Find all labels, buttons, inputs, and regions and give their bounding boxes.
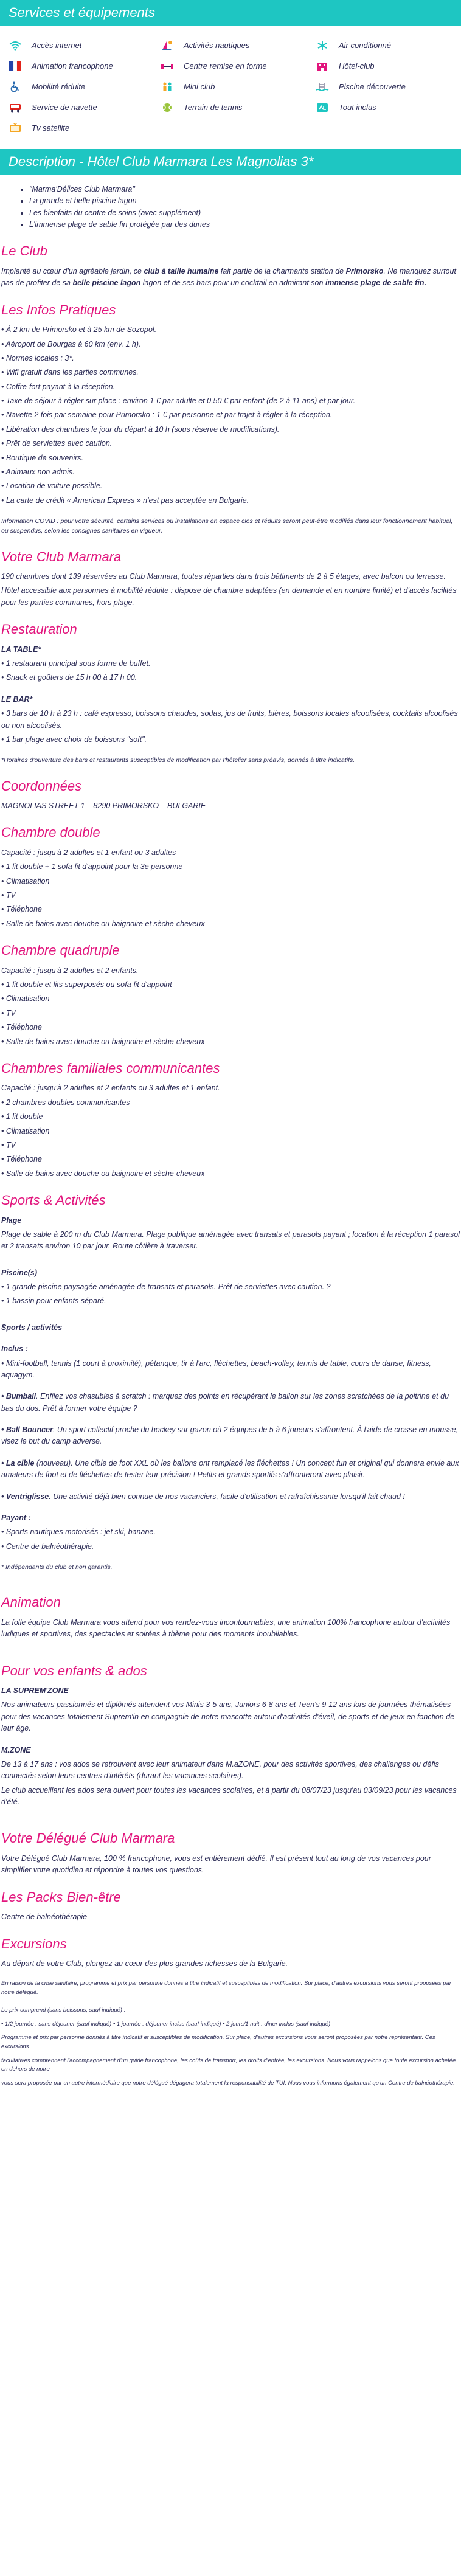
section-title-enfants: Pour vos enfants & ados: [1, 1663, 147, 1678]
list-item: • TV: [1, 1008, 16, 1017]
pool-icon: [314, 81, 330, 93]
excursions-text: Au départ de votre Club, plongez au cœur des plus grandes richesses de la Bulgarie.: [1, 1959, 288, 1968]
tennis-icon: [159, 102, 175, 114]
equipement-label: Activités nautiques: [184, 40, 250, 50]
list-item: • Téléphone: [1, 1155, 42, 1164]
all-inclusive-icon: [314, 102, 330, 114]
wifi-icon: [7, 40, 23, 52]
list-item: • Taxe de séjour à régler sur place : environ 1 € par adulte et 0,50 € par enfant (de 2 à 11 ans) et par jour.: [1, 396, 356, 406]
equipement-service-navette: [7, 102, 159, 114]
legal-text: • 1/2 journée : sans déjeuner (sauf indiqué) • 1 journée : déjeuner inclus (sauf indiqué) • 2 jours/1 nuit : dîner inclus (sauf indiqué): [1, 2020, 331, 2027]
equipement-label: Terrain de tennis: [184, 103, 243, 113]
legal-text: vous sera proposée par un autre intermédiaire que notre délégué dégagera totalement la responsabilité de TUI. Nous vous informons également qu'un Centre de balnéothérapie.: [1, 2080, 455, 2087]
covid-note: Information COVID : pour votre sécurité, certains services ou installations en espace clos et réduits seront peut-être modifiés dans leur fonctionnement habituel, ou suspendus, selon les consignes sanitaires en vigueur.: [1, 518, 453, 535]
section-title-chambre-double: Chambre double: [1, 825, 100, 840]
kids-icon: [159, 81, 175, 93]
list-item: • Les bienfaits du centre de soins (avec supplément): [29, 207, 461, 219]
list-item: • 1 grande piscine paysagée aménagée de transats et parasols. Prêt de serviettes avec caution. ?: [1, 1283, 331, 1292]
legal-notes: [1, 1979, 460, 2088]
french-flag-icon: [7, 60, 23, 72]
sports-plage-text: Plage de sable à 200 m du Club Marmara. Plage publique aménagée avec transats et parasols payant ; location à la réception 1 parasol et 2 transats environ 10 par jour. Route côtière à traverser.: [1, 1230, 460, 1251]
sports-activites-label: Sports / activités: [1, 1323, 63, 1332]
section-title-excursions: Excursions: [1, 1936, 67, 1951]
legal-text: Programme et prix par personne donnés à titre indicatif et susceptibles de modification. Sur place, d'autres excursions vous seront proposées par notre représentant. Ces excursions: [1, 2034, 435, 2051]
bus-icon: [7, 102, 23, 114]
votre-club-text: Hôtel accessible aux personnes à mobilité réduite : dispose de chambre adaptées (en demande et en nombre limité) et d'accès facilités pour les parties communes, hors plage.: [1, 586, 457, 607]
list-item: • 1 bar plage avec choix de boissons "soft".: [1, 735, 147, 744]
section-title-restauration: Restauration: [1, 621, 77, 637]
section-title-club: Le Club: [1, 243, 47, 259]
list-item: • Salle de bains avec douche ou baignoire et sèche-cheveux: [1, 1169, 205, 1178]
equipement-animation-francophone: [7, 60, 159, 72]
list-item: • Climatisation: [1, 994, 50, 1003]
section-title-chambres-familiales: Chambres familiales communicantes: [1, 1060, 220, 1076]
equipement-label: Service de navette: [32, 103, 97, 113]
list-item: • Téléphone: [1, 905, 42, 914]
legal-text: Le prix comprend (sans boissons, sauf indiqué) :: [1, 2006, 126, 2013]
list-item: • 1 lit double + 1 sofa-lit d'appoint pour la 3e personne: [1, 862, 183, 871]
equipement-mobilite-reduite: [7, 81, 159, 93]
list-item: • "Marma'Délices Club Marmara": [29, 184, 461, 195]
list-item: • Climatisation: [1, 876, 50, 885]
equipement-label: Animation francophone: [32, 61, 113, 71]
club-text: Implanté au cœur d'un agréable jardin, ce club à taille humaine fait partie de la charmante station de Primorsko. Ne manquez surtout pas de profiter de sa belle piscine lagon lagon et de ses bars pour un cocktail en admirant son immense plage de sable fin.: [1, 266, 456, 288]
list-item: Capacité : jusqu'à 2 adultes et 2 enfants.: [1, 966, 139, 975]
list-item: Capacité : jusqu'à 2 adultes et 2 enfants ou 3 adultes et 1 enfant.: [1, 1084, 220, 1093]
section-title-chambre-quadruple: Chambre quadruple: [1, 943, 120, 958]
enfants-zone-label: LA SUPREM'ZONE: [1, 1686, 69, 1695]
equipement-label: Mini club: [184, 81, 215, 91]
sports-piscine-label: Piscine(s): [1, 1268, 38, 1277]
section-title-sports: Sports & Activités: [1, 1193, 106, 1208]
sports-la-cible: • La cible (nouveau). Une cible de foot XXL où les ballons ont remplacé les fléchettes ! Un concept fun et original qui donnera envie aux amateurs de foot et de fléchettes de tester leur précision ! Petits et grands sportifs s'affronteront avec plaisir.: [1, 1458, 459, 1480]
list-item: • Prêt de serviettes avec caution.: [1, 439, 113, 448]
equipement-label: Piscine découverte: [339, 81, 406, 91]
list-item: • Navette 2 fois par semaine pour Primorsko : 1 € par personne et par trajet à régler à la réception.: [1, 410, 333, 420]
equipement-activites-nautiques: [159, 40, 314, 52]
packs-text: Centre de balnéothérapie: [1, 1913, 88, 1922]
description-heading: Description - Hôtel Club Marmara Les Magnolias 3*: [0, 149, 461, 175]
list-item: • 1 restaurant principal sous forme de buffet.: [1, 659, 151, 668]
list-item: • Aéroport de Bourgas à 60 km (env. 1 h).: [1, 339, 141, 348]
list-item: • 3 bars de 10 h à 23 h : café espresso, boissons chaudes, sodas, jus de fruits, bières, boissons locales alcoolisées, cocktails alcoolisés ou non alcoolisés.: [1, 709, 458, 730]
restauration-table-label: LA TABLE*: [1, 645, 41, 654]
section-title-votre-club: Votre Club Marmara: [1, 549, 122, 564]
equipement-piscine-decouverte: [314, 81, 461, 93]
list-item: • À 2 km de Primorsko et à 25 km de Sozopol.: [1, 325, 157, 334]
dumbbell-icon: [159, 60, 175, 72]
list-item: • Boutique de souvenirs.: [1, 453, 84, 462]
enfants-mzone-text: De 13 à 17 ans : vos ados se retrouvent avec leur animateur dans M.aZONE, pour des activités sportives, des challenges ou défis connectés selon leurs centres d'intérêts (durant les vacances scolaires).: [1, 1759, 439, 1781]
list-item: • Animaux non admis.: [1, 467, 75, 476]
sports-inclus-text: • Mini-football, tennis (1 court à proximité), pétanque, tir à l'arc, fléchettes, beach-volley, tennis de table, cours de danse, fitness, aquagym.: [1, 1359, 431, 1379]
equipement-acces-internet: [7, 40, 159, 52]
legal-text: En raison de la crise sanitaire, programme et prix par personne donnés à titre indicatif et susceptibles de modification. Sur place, d'autres excursions vous seront proposées par notre délégué.: [1, 1980, 452, 1996]
sports-plage-label: Plage: [1, 1216, 22, 1225]
list-item: • La grande et belle piscine lagon: [29, 195, 461, 207]
list-item: • Salle de bains avec douche ou baignoire et sèche-cheveux: [1, 919, 205, 928]
list-item: • 2 chambres doubles communicantes: [1, 1098, 130, 1107]
restauration-bar-label: LE BAR*: [1, 694, 33, 704]
section-title-infos: Les Infos Pratiques: [1, 302, 116, 317]
wheelchair-icon: [7, 81, 23, 93]
section-title-delegue: Votre Délégué Club Marmara: [1, 1830, 175, 1846]
enfants-mzone-label: M.ZONE: [1, 1745, 31, 1754]
equipement-tout-inclus: [314, 102, 461, 114]
sports-inclus-label: Inclus :: [1, 1345, 28, 1354]
list-item: • Location de voiture possible.: [1, 482, 103, 491]
list-item: • La carte de crédit « American Express » n'est pas acceptée en Bulgarie.: [1, 496, 249, 505]
list-item: • Libération des chambres le jour du départ à 10 h (sous réserve de modifications).: [1, 424, 280, 434]
list-item: • 1 bassin pour enfants séparé.: [1, 1297, 106, 1306]
equipements-grid: [0, 35, 461, 144]
sports-bumball: • Bumball. Enfilez vos chasubles à scratch : marquez des points en récupérant le ballon sur les zones scratchées de la poitrine et du bas du dos. Prêt à former votre équipe ?: [1, 1392, 449, 1413]
equipement-label: Mobilité réduite: [32, 81, 86, 91]
section-title-coordonnees: Coordonnées: [1, 778, 82, 794]
equipement-mini-club: [159, 81, 314, 93]
equipement-air-conditionne: [314, 40, 461, 52]
description-list: [0, 184, 461, 231]
hotel-icon: [314, 60, 330, 72]
section-title-packs: Les Packs Bien-être: [1, 1889, 121, 1905]
list-item: • Salle de bains avec douche ou baignoire et sèche-cheveux: [1, 1037, 205, 1046]
list-item: • Centre de balnéothérapie.: [1, 1542, 94, 1551]
address: MAGNOLIAS STREET 1 – 8290 PRIMORSKO – BULGARIE: [1, 802, 206, 811]
equipement-centre-remise-en-forme: [159, 60, 314, 72]
list-item: • Wifi gratuit dans les parties communes.: [1, 368, 139, 377]
enfants-zone-text: Nos animateurs passionnés et diplômés attendent vos Minis 3-5 ans, Juniors 6-8 ans et Teen's 9-12 ans lors de journées thématisées pour des vacances totalement Suprem'in en compagnie de notre mascotte autour d'activités d'éveil, de sports et de jeux en fonction de leur âge.: [1, 1700, 455, 1733]
list-item: • L'immense plage de sable fin protégée par des dunes: [29, 219, 461, 230]
list-item: • Téléphone: [1, 1023, 42, 1032]
list-item: • TV: [1, 891, 16, 900]
equipement-label: Tout inclus: [339, 103, 376, 113]
delegue-text: Votre Délégué Club Marmara, 100 % francophone, vous est entièrement dédié. Il est présent tout au long de vos vacances pour simplifier votre quotidien et répondre à toutes vos questions.: [1, 1854, 431, 1875]
list-item: • Coffre-fort payant à la réception.: [1, 382, 116, 391]
equipement-terrain-tennis: [159, 102, 314, 114]
equipement-hotel-club: [314, 60, 461, 72]
list-item: • Sports nautiques motorisés : jet ski, banane.: [1, 1528, 156, 1537]
list-item: • TV: [1, 1140, 16, 1149]
votre-club-text: 190 chambres dont 139 réservées au Club Marmara, toutes réparties dans trois bâtiments de 2 à 5 étages, avec balcon ou terrasse.: [1, 572, 446, 581]
equipement-label: Accès internet: [32, 40, 82, 50]
list-item: • Climatisation: [1, 1126, 50, 1135]
tv-icon: [7, 122, 23, 134]
sports-ventriglisse: • Ventriglisse. Une activité déjà bien connue de nos vacanciers, facile d'utilisation et rafraîchissante lorsqu'il fait chaud !: [1, 1492, 405, 1501]
equipement-label: Air conditionné: [339, 40, 391, 50]
animation-text: La folle équipe Club Marmara vous attend pour vos rendez-vous incontournables, une animation 100% francophone autour d'activités ludiques et sportives, des spectacles et soirées à thème pour des moments inoubliables.: [1, 1618, 451, 1639]
sports-payant-label: Payant :: [1, 1513, 31, 1522]
list-item: • Normes locales : 3*.: [1, 353, 74, 362]
equipement-label: Centre remise en forme: [184, 61, 267, 71]
sports-note: * Indépendants du club et non garantis.: [1, 1563, 113, 1571]
equipement-tv-satellite: [7, 122, 159, 134]
infos-list: [1, 324, 460, 507]
list-item: • 1 lit double: [1, 1112, 43, 1121]
enfants-mzone-text-2: Le club accueillant les ados sera ouvert pour toutes les vacances scolaires, et à partir du 08/07/23 jusqu'au 03/09/23 pour les vacances d'été.: [1, 1785, 457, 1807]
list-item: • 1 lit double et lits superposés ou sofa-lit d'appoint: [1, 980, 172, 989]
snowflake-icon: [314, 40, 330, 52]
list-item: • Snack et goûters de 15 h 00 à 17 h 00.: [1, 673, 137, 682]
sailing-icon: [159, 40, 175, 52]
equipement-label: Tv satellite: [32, 123, 70, 133]
list-item: Capacité : jusqu'à 2 adultes et 1 enfant ou 3 adultes: [1, 848, 176, 857]
legal-text: facultatives comprennent l'accompagnement d'un guide francophone, les coûts de transport, les droits d'entrée, les excursions. Nous vous rappelons que toute excursion achetée en dehors de notre: [1, 2057, 456, 2073]
equipements-heading: Services et équipements: [0, 0, 461, 26]
restauration-note: *Horaires d'ouverture des bars et restaurants susceptibles de modification par l'hôtelier sans préavis, donnés à titre indicatifs.: [1, 757, 355, 764]
equipement-label: Hôtel-club: [339, 61, 375, 71]
section-title-animation: Animation: [1, 1594, 61, 1610]
sports-ball-bouncer: • Ball Bouncer. Un sport collectif proche du hockey sur gazon où 2 équipes de 5 à 6 joueurs s'affrontent. À l'aide de crosse en mousse, visez le but du camp adverse.: [1, 1425, 459, 1446]
